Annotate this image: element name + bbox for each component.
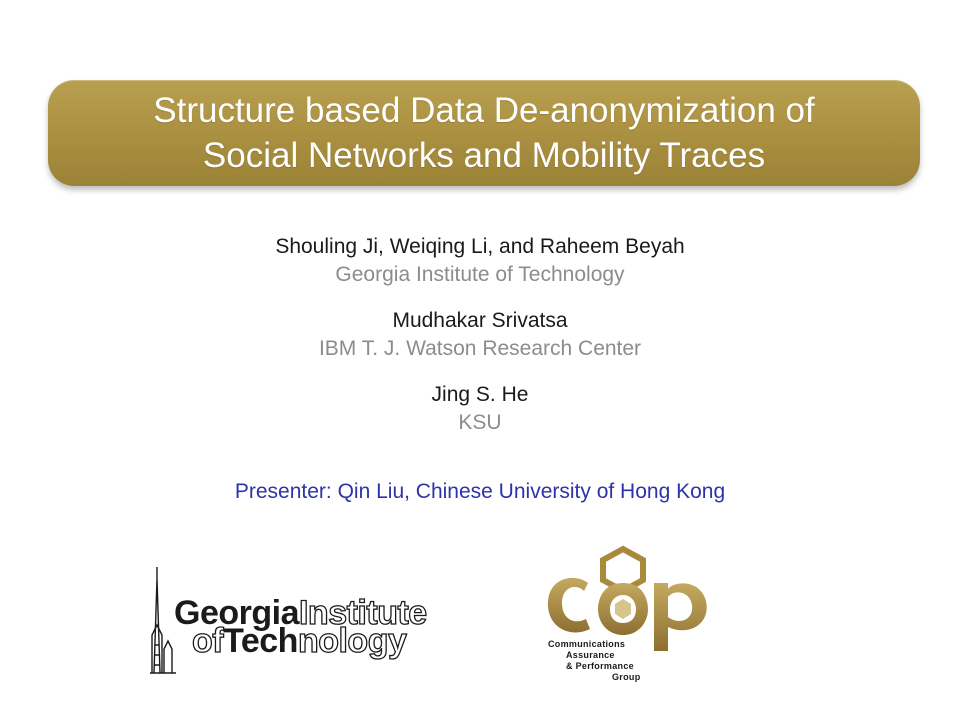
title-banner — [48, 80, 920, 186]
cop-caption-3: & Performance — [566, 661, 634, 671]
cop-caption-2: Assurance — [566, 650, 615, 660]
wordmark-georgia: Georgia — [174, 594, 299, 632]
georgia-tech-wordmark-line2 — [192, 623, 406, 659]
wordmark-nology: nology — [297, 622, 407, 660]
author-names: Jing S. He — [431, 383, 529, 406]
author-group-ksu — [0, 381, 960, 437]
author-names: Mudhakar Srivatsa — [392, 309, 568, 332]
wordmark-tech: Tech — [223, 622, 298, 660]
slide-title-line-1: Structure based Data De-anonymization of — [153, 91, 815, 130]
wordmark-institute: Institute — [298, 594, 427, 632]
slide-title-line-2: Social Networks and Mobility Traces — [202, 136, 766, 175]
wordmark-of: of — [192, 622, 224, 660]
presenter-line: Presenter: Qin Liu, Chinese University of Hong Kong — [234, 480, 726, 503]
author-affiliation: IBM T. J. Watson Research Center — [318, 337, 642, 360]
author-group-gatech — [0, 233, 960, 289]
author-group-ibm — [0, 307, 960, 363]
cop-caption-4: Group — [612, 672, 641, 682]
author-affiliation: Georgia Institute of Technology — [335, 263, 625, 286]
georgia-tech-logo — [148, 565, 508, 675]
author-names: Shouling Ji, Weiqing Li, and Raheem Beyah — [275, 235, 685, 258]
author-affiliation: KSU — [458, 411, 502, 434]
hexagon-lock-icon — [598, 549, 648, 635]
cop-caption-1: Communications — [548, 639, 626, 649]
